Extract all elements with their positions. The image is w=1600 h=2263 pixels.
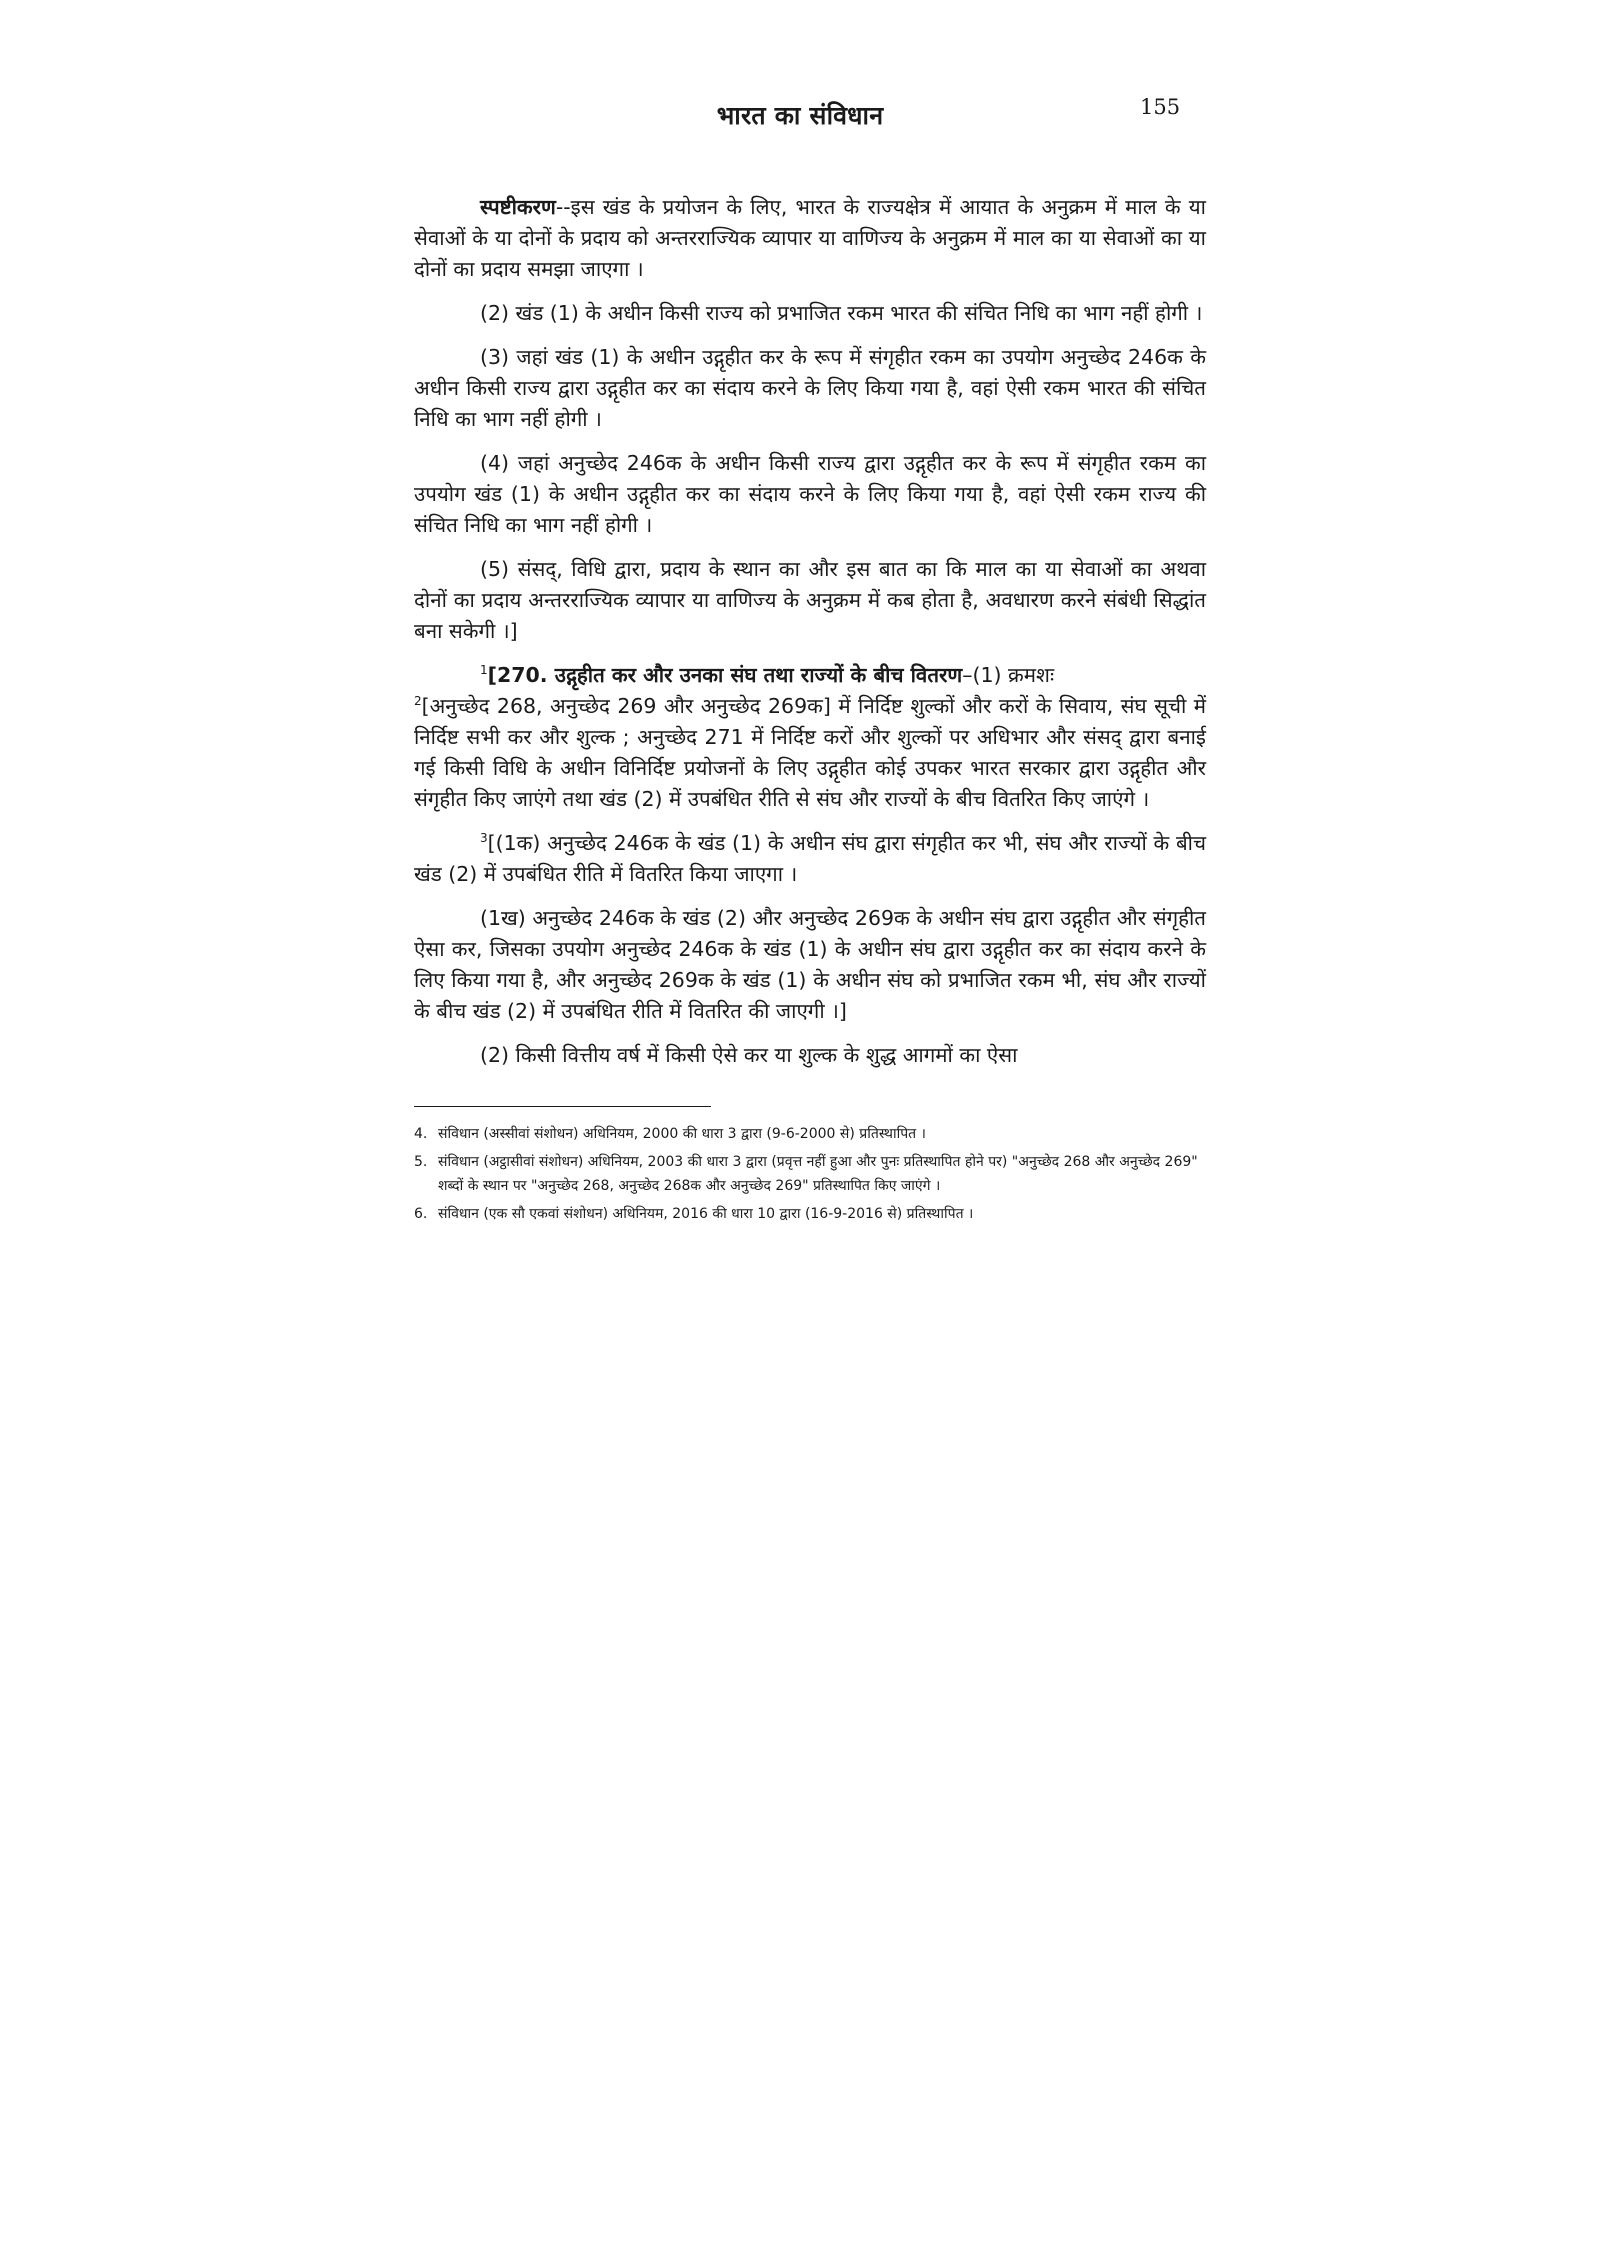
footnote-text: संविधान (अट्ठासीवां संशोधन) अधिनियम, 2003 की धारा 3 द्वारा (प्रवृत्त नहीं हुआ और पुनः प्रतिस्थापित होने पर) "अनुच्छेद 268 और अनुच्छेद 269" शब्दों के स्थान पर "अनुच्छेद 268, अनुच्छेद 268क और अनुच्छेद 269" प्रतिस्थापित किए जाएंगे । (438, 1153, 1198, 1194)
clause-1a-text: [(1क) अनुच्छेद 246क के खंड (1) के अधीन संघ द्वारा संगृहीत कर भी, संघ और राज्यों के बीच खंड (2) में उपबंधित रीति में वितरित किया जाएगा । (414, 831, 1206, 886)
footnotes (414, 1122, 1214, 1229)
page-number: 155 (1140, 95, 1181, 119)
paragraph-clause-5: (5) संसद्, विधि द्वारा, प्रदाय के स्थान का और इस बात का कि माल का या सेवाओं का अथवा दोनों का प्रदाय अन्तरराज्यिक व्यापार या वाणिज्य के अनुक्रम में कब होता है, अवधारण करने संबंधी सिद्धांत बना सकेगी ।] (414, 557, 1206, 643)
explanation-text: --इस खंड के प्रयोजन के लिए, भारत के राज्यक्षेत्र में आयात के अनुक्रम में माल के या सेवाओं के या दोनों के प्रदाय को अन्तरराज्यिक व्यापार या वाणिज्य के अनुक्रम में माल का या सेवाओं का या दोनों का प्रदाय समझा जाएगा । (414, 195, 1206, 281)
footnote-divider (414, 1106, 711, 1107)
footnote-ref: 1 (480, 663, 488, 677)
explanation-lead: स्पष्टीकरण (480, 195, 556, 219)
footnote-text: संविधान (अस्सीवां संशोधन) अधिनियम, 2000 की धारा 3 द्वारा (9-6-2000 से) प्रतिस्थापित । (438, 1126, 926, 1142)
article-text-a: –(1) क्रमशः (962, 663, 1055, 687)
paragraph-article-270 (414, 660, 1206, 815)
footnote-text: संविधान (एक सौ एकवां संशोधन) अधिनियम, 2016 की धारा 10 द्वारा (16-9-2016 से) प्रतिस्थापित । (438, 1205, 974, 1222)
footnote-item (414, 1150, 1214, 1199)
paragraph-clause-1a (414, 828, 1206, 890)
footnote-number: 6. (414, 1205, 428, 1222)
footnote-number: 5. (414, 1153, 428, 1170)
footnote-item (414, 1202, 1214, 1227)
paragraph-explanation (414, 192, 1206, 285)
paragraph-clause-3: (3) जहां खंड (1) के अधीन उद्गृहीत कर के रूप में संगृहीत रकम का उपयोग अनुच्छेद 246क के अधीन किसी राज्य द्वारा उद्गृहीत कर का संदाय करने के लिए किया गया है, वहां ऐसी रकम भारत की संचित निधि का भाग नहीं होगी । (414, 345, 1206, 431)
paragraph-clause-2-distribution: (2) किसी वित्तीय वर्ष में किसी ऐसे कर या शुल्क के शुद्ध आगमों का ऐसा (480, 1043, 1018, 1067)
footnote-number: 4. (414, 1126, 428, 1142)
page-title: भारत का संविधान (716, 101, 884, 130)
footnote-item (414, 1122, 1214, 1147)
body-text (414, 192, 1206, 1084)
paragraph-clause-1b: (1ख) अनुच्छेद 246क के खंड (2) और अनुच्छेद 269क के अधीन संघ द्वारा उद्गृहीत और संगृहीत ऐसा कर, जिसका उपयोग अनुच्छेद 246क के खंड (1) के अधीन संघ द्वारा उद्गृहीत कर का संदाय करने के लिए किया गया है, और अनुच्छेद 269क के खंड (1) के अधीन संघ को प्रभाजित रकम भी, संघ और राज्यों के बीच खंड (2) में उपबंधित रीति में वितरित की जाएगी ।] (414, 906, 1206, 1023)
paragraph-clause-4: (4) जहां अनुच्छेद 246क के अधीन किसी राज्य द्वारा उद्गृहीत कर के रूप में संगृहीत रकम का उपयोग खंड (1) के अधीन उद्गृहीत कर का संदाय करने के लिए किया गया है, वहां ऐसी रकम राज्य की संचित निधि का भाग नहीं होगी । (414, 451, 1206, 537)
footnote-ref: 3 (480, 831, 488, 845)
article-text-b: [अनुच्छेद 268, अनुच्छेद 269 और अनुच्छेद 269क] में निर्दिष्ट शुल्कों और करों के सिवाय, संघ सूची में निर्दिष्ट सभी कर और शुल्क ; अनुच्छेद 271 में निर्दिष्ट करों और शुल्कों पर अधिभार और संसद् द्वारा बनाई गई किसी विधि के अधीन विनिर्दिष्ट प्रयोजनों के लिए उद्गृहीत कोई उपकर भारत सरकार द्वारा उद्गृहीत और संगृहीत किए जाएंगे तथा खंड (2) में उपबंधित रीति से संघ और राज्यों के बीच वितरित किए जाएंगे । (414, 694, 1206, 811)
paragraph-clause-2: (2) खंड (1) के अधीन किसी राज्य को प्रभाजित रकम भारत की संचित निधि का भाग नहीं होगी । (480, 301, 1203, 325)
footnote-ref: 2 (414, 694, 422, 708)
article-heading: [270. उद्गृहीत कर और उनका संघ तथा राज्यों के बीच वितरण (487, 663, 963, 687)
